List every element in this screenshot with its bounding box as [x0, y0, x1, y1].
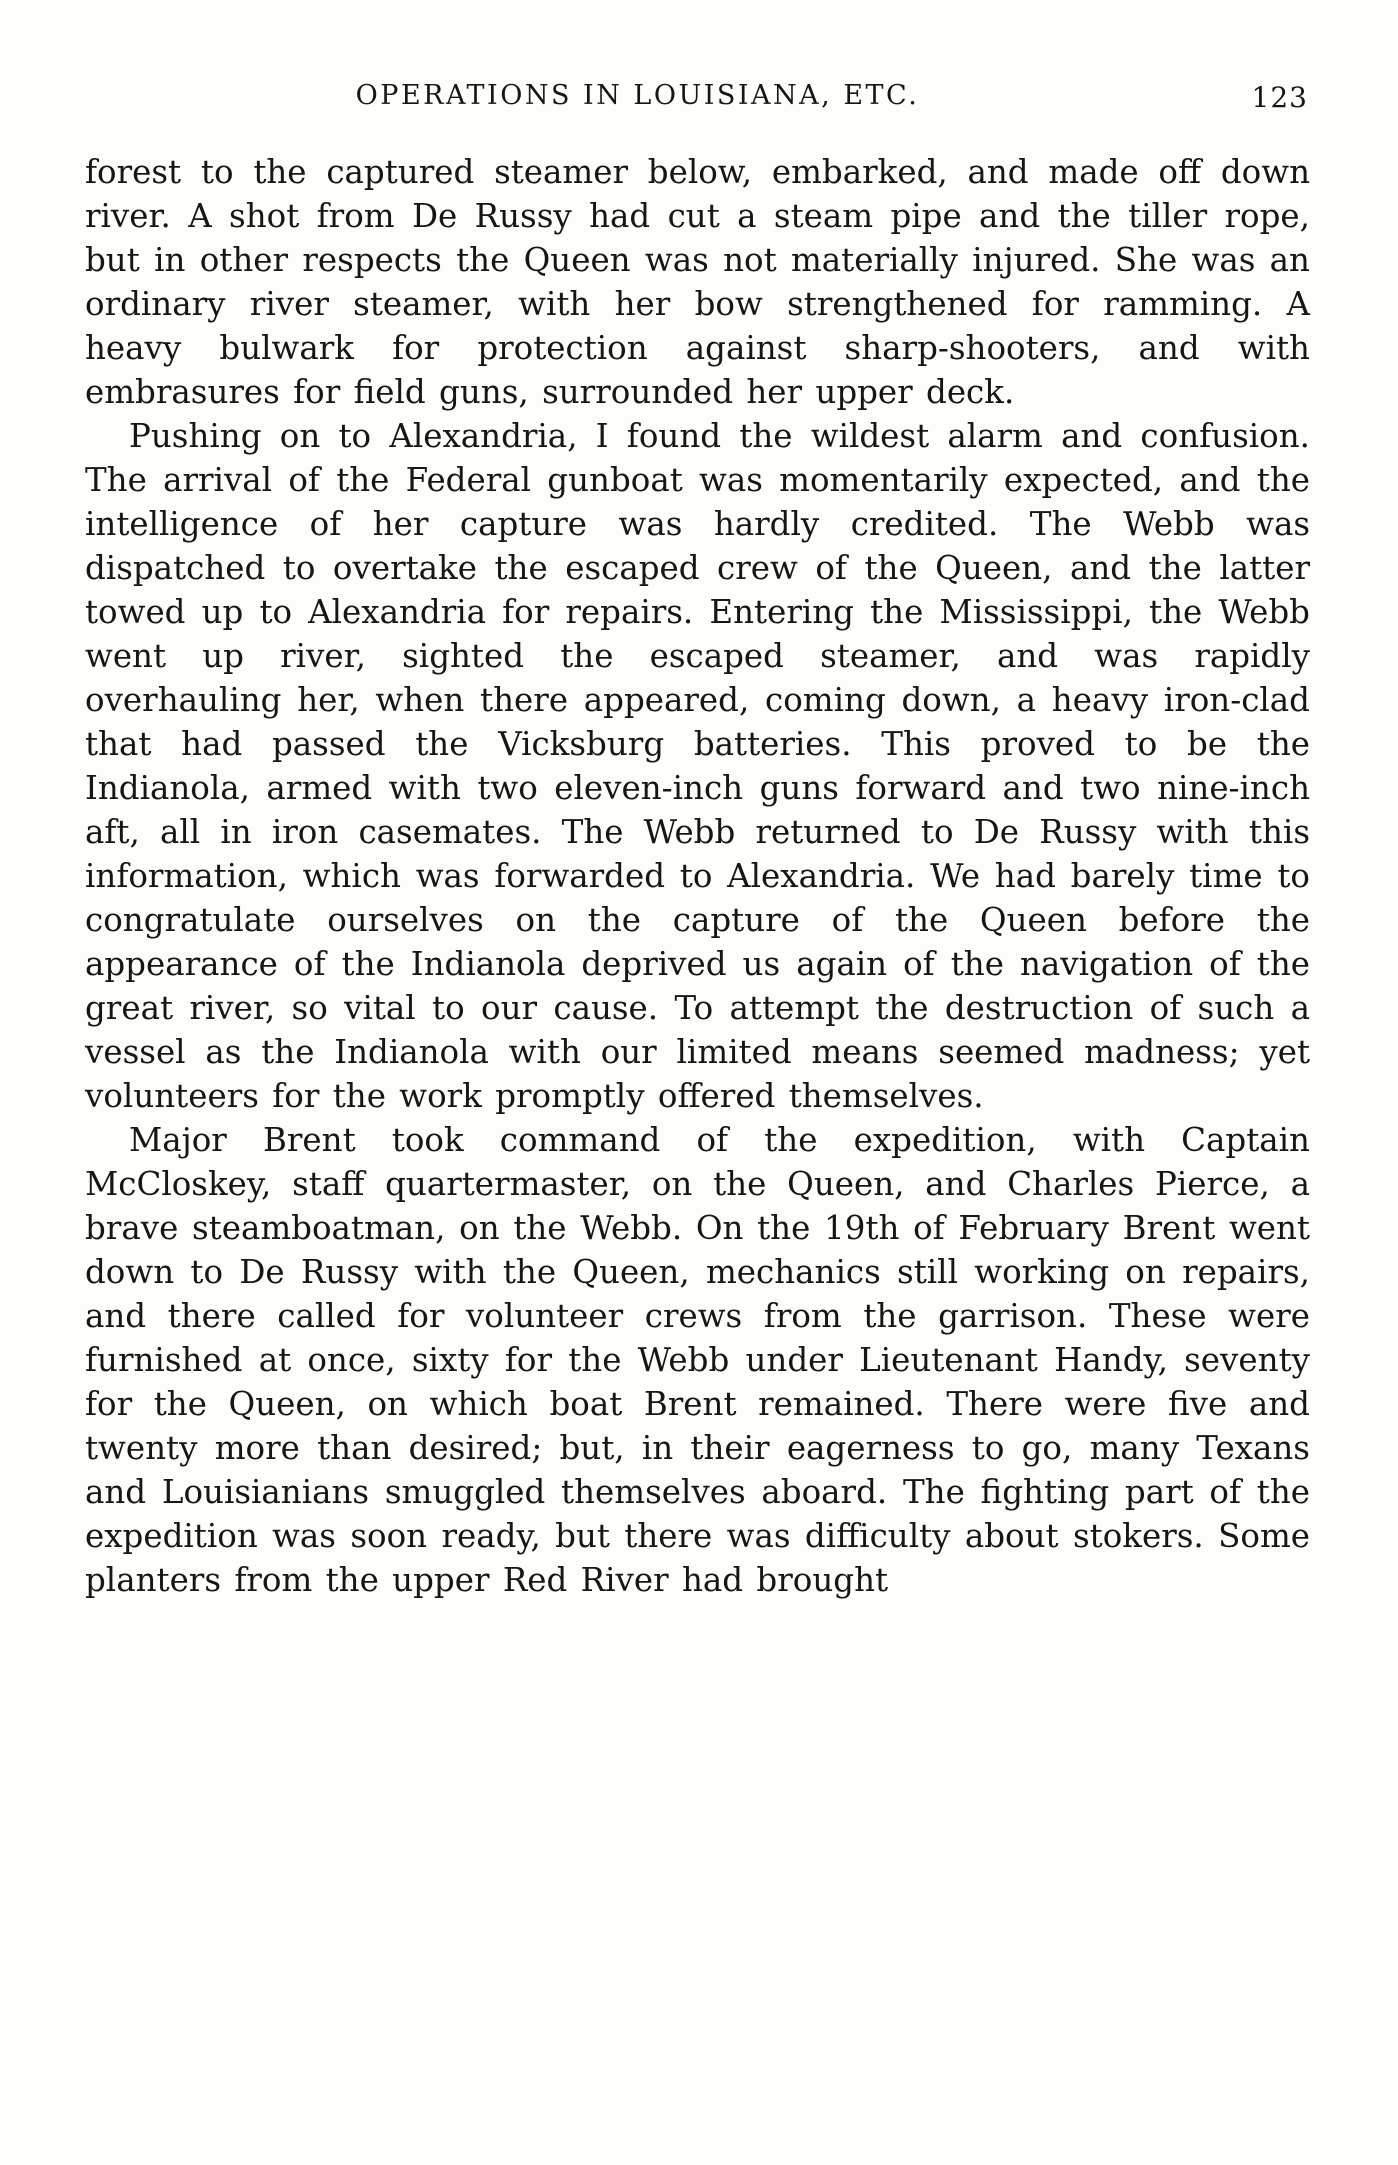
page-body	[85, 150, 1310, 1602]
body-paragraph: Major Brent took command of the expedition, with Captain McCloskey, staff quartermaster, on the Queen, and Charles Pierce, a brave steamboatman, on the Webb. On the 19th of February Brent went down to De Russy with the Queen, mechanics still working on repairs, and there called for volunteer crews from the garrison. These were furnished at once, sixty for the Webb under Lieutenant Handy, seventy for the Queen, on which boat Brent remained. There were five and twenty more than desired; but, in their eagerness to go, many Texans and Louisianians smuggled themselves aboard. The fighting part of the expedition was soon ready, but there was difficulty about stokers. Some planters from the upper Red River had brought	[85, 1121, 1310, 1599]
body-paragraph: forest to the captured steamer below, embarked, and made off down river. A shot from De Russy had cut a steam pipe and the tiller rope, but in other respects the Queen was not materially injured. She was an ordinary river steamer, with her bow strengthened for ramming. A heavy bulwark for protection against sharp-shooters, and with embrasures for field guns, surrounded her upper deck.	[85, 153, 1310, 411]
page-number: 123	[1251, 81, 1308, 114]
page-header	[85, 80, 1310, 120]
running-header-title: OPERATIONS IN LOUISIANA, ETC.	[355, 80, 920, 111]
body-paragraph: Pushing on to Alexandria, I found the wildest alarm and confusion. The arrival of the Federal gunboat was momentarily expected, and the intelligence of her capture was hardly credited. The Webb was dispatched to overtake the escaped crew of the Queen, and the latter towed up to Alexandria for repairs. Entering the Mississippi, the Webb went up river, sighted the escaped steamer, and was rapidly overhauling her, when there appeared, coming down, a heavy iron-clad that had passed the Vicksburg batteries. This proved to be the Indianola, armed with two eleven-inch guns forward and two nine-inch aft, all in iron casemates. The Webb returned to De Russy with this information, which was forwarded to Alexandria. We had barely time to congratulate ourselves on the capture of the Queen before the appearance of the Indianola deprived us again of the navigation of the great river, so vital to our cause. To attempt the destruction of such a vessel as the Indianola with our limited means seemed madness; yet volunteers for the work promptly offered themselves.	[85, 417, 1310, 1115]
